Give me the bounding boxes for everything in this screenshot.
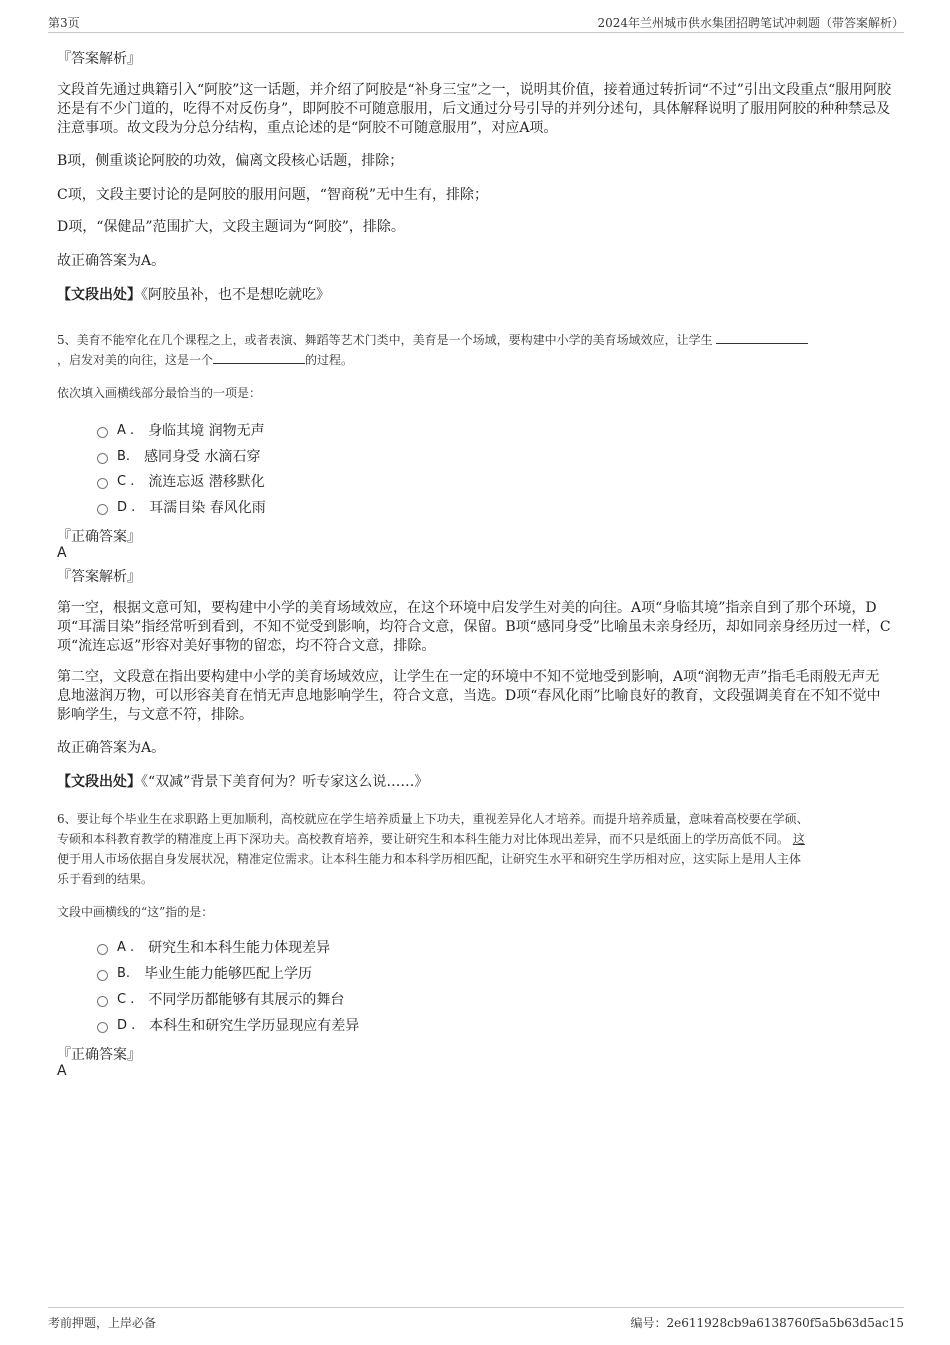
q4-analysis-paragraph-1: 文段首先通过典籍引入“阿胶”这一话题，并介绍了阿胶是“补身三宝”之一，说明其价值，接着通过转折词“不过”引出文段重点“服用阿胶还是有不少门道的，吃得不对反伤身”，即阿胶不可随意服用，后文通过分号引导的并列分述句，具体解释说明了服用阿胶的种种禁忌及注意事项。故文段为分总分结构，重点论述的是“阿胶不可随意服用”，对应A项。 (57, 82, 892, 136)
radio-icon[interactable] (97, 478, 108, 489)
source-label: 【文段出处】 (57, 287, 141, 303)
option-letter: D . (117, 1017, 136, 1033)
option-text: 毕业生能力能够匹配上学历 (144, 966, 313, 982)
option-text: 耳濡目染 春风化雨 (149, 500, 266, 516)
q5-stem (57, 330, 893, 370)
q4-analysis-paragraph-4: D项，“保健品”范围扩大，文段主题词为“阿胶”，排除。 (57, 219, 405, 235)
q6-stem-line-2-text: 专硕和本科教育教学的精准度上再下深功夫。高校教育培养，要让研究生和本科生能力对比体现出差异，而不只是纸面上的学历高低不同。 (57, 832, 790, 846)
page-header (48, 12, 904, 33)
q5-option-c[interactable] (97, 471, 265, 491)
q6-answer-label: 『正确答案』 (57, 1047, 141, 1063)
option-letter: D . (117, 499, 136, 515)
q5-analysis-paragraph-1: 第一空，根据文意可知，要构建中小学的美育场域效应，在这个环境中启发学生对美的向往。A项“身临其境”指亲自到了那个环境，D项“耳濡目染”指经常听到看到，不知不觉受到影响，均符合文意，保留。B项“感同身受”比喻虽未亲身经历，却如同亲身经历过一样，C项“流连忘返”形容对美好事物的留恋，均不符合文意，排除。 (57, 600, 891, 654)
q4-analysis-paragraph-3: C项，文段主要讨论的是阿胶的服用问题，“智商税”无中生有，排除； (57, 187, 489, 203)
option-text: 研究生和本科生能力体现差异 (148, 940, 331, 956)
q4-analysis-paragraph-2: B项，侧重谈论阿胶的功效，偏离文段核心话题，排除； (57, 153, 404, 169)
q6-stem-line-1: 6、要让每个毕业生在求职路上更加顺利，高校就应在学生培养质量上下功夫，重视差异化人才培养。而提升培养质量，意味着高校要在学硕、 (57, 812, 809, 826)
radio-icon[interactable] (97, 427, 108, 438)
option-letter: B. (117, 448, 131, 464)
q4-source (57, 286, 893, 305)
option-text: 不同学历都能够有其展示的舞台 (148, 992, 345, 1008)
q5-stem-part-3: 的过程。 (305, 353, 354, 367)
q5-stem-part-1: 5、美育不能窄化在几个课程之上，或者表演、舞蹈等艺术门类中，美育是一个场域，要构建中小学的美育场域效应，让学生 (57, 333, 713, 347)
q5-option-b[interactable] (97, 446, 261, 466)
q5-option-d[interactable] (97, 497, 266, 517)
q5-blank-1 (716, 331, 808, 344)
q5-analysis-paragraph-2: 第二空，文段意在指出要构建中小学的美育场域效应，让学生在一定的环境中不知不觉地受到影响，A项“润物无声”指毛毛雨般无声无息地滋润万物，可以形容美育在悄无声息地影响学生，符合文意，当选。D项“春风化雨”比喻良好的教育，文段强调美育在不知不觉中影响学生，与文意不符，排除。 (57, 669, 881, 723)
option-text: 身临其境 润物无声 (148, 423, 265, 439)
q6-answer-value: A (57, 1063, 67, 1079)
page-footer (48, 1307, 904, 1336)
radio-icon[interactable] (97, 970, 108, 981)
q5-answer-label: 『正确答案』 (57, 529, 141, 545)
q6-stem-line-4: 乐于看到的结果。 (57, 872, 154, 886)
option-text: 感同身受 水滴石穿 (144, 449, 261, 465)
q6-stem (57, 809, 897, 889)
q6-option-a[interactable] (97, 937, 330, 957)
q5-prompt: 依次填入画横线部分最恰当的一项是： (57, 386, 262, 400)
radio-icon[interactable] (97, 996, 108, 1007)
q6-stem-line-3: 便于用人市场依据自身发展状况，精准定位需求。让本科生能力和本科学历相匹配，让研究生水平和研究生学历相对应，这实际上是用人主体 (57, 852, 802, 866)
q5-source (57, 773, 893, 792)
q5-blank-2 (213, 351, 305, 364)
q6-underlined-word: 这 (792, 832, 805, 846)
source-text: 《阿胶虽补，也不是想吃就吃》 (141, 287, 330, 303)
radio-icon[interactable] (97, 453, 108, 464)
option-letter: C . (117, 991, 135, 1007)
document-code: 编号：2e611928cb9a6138760f5a5b63d5ac15 (630, 1316, 904, 1330)
option-text: 流连忘返 潜移默化 (148, 474, 265, 490)
page-number: 第3页 (48, 16, 80, 30)
document-title: 2024年兰州城市供水集团招聘笔试冲刺题（带答案解析） (597, 16, 904, 30)
q6-option-d[interactable] (97, 1015, 359, 1035)
q5-option-a[interactable] (97, 420, 265, 440)
q4-analysis-label: 『答案解析』 (57, 51, 141, 67)
q4-conclusion: 故正确答案为A。 (57, 253, 166, 269)
q5-conclusion: 故正确答案为A。 (57, 740, 166, 756)
option-letter: A . (117, 939, 135, 955)
q5-answer-value: A (57, 545, 67, 561)
q6-option-b[interactable] (97, 963, 312, 983)
source-label: 【文段出处】 (57, 774, 141, 790)
option-letter: C . (117, 473, 135, 489)
q6-prompt: 文段中画横线的“这”指的是： (57, 905, 214, 919)
q6-stem-line-2 (57, 829, 897, 849)
option-text: 本科生和研究生学历显现应有差异 (149, 1018, 360, 1034)
source-text: 《“双减”背景下美育何为？听专家这么说……》 (141, 774, 429, 790)
radio-icon[interactable] (97, 1022, 108, 1033)
radio-icon[interactable] (97, 504, 108, 515)
q6-option-c[interactable] (97, 989, 344, 1009)
q5-analysis-label: 『答案解析』 (57, 569, 141, 585)
option-letter: B. (117, 965, 131, 981)
option-letter: A . (117, 422, 135, 438)
radio-icon[interactable] (97, 944, 108, 955)
footer-slogan: 考前押题，上岸必备 (48, 1316, 157, 1330)
q5-stem-part-2: ，启发对美的向往，这是一个 (57, 353, 214, 367)
